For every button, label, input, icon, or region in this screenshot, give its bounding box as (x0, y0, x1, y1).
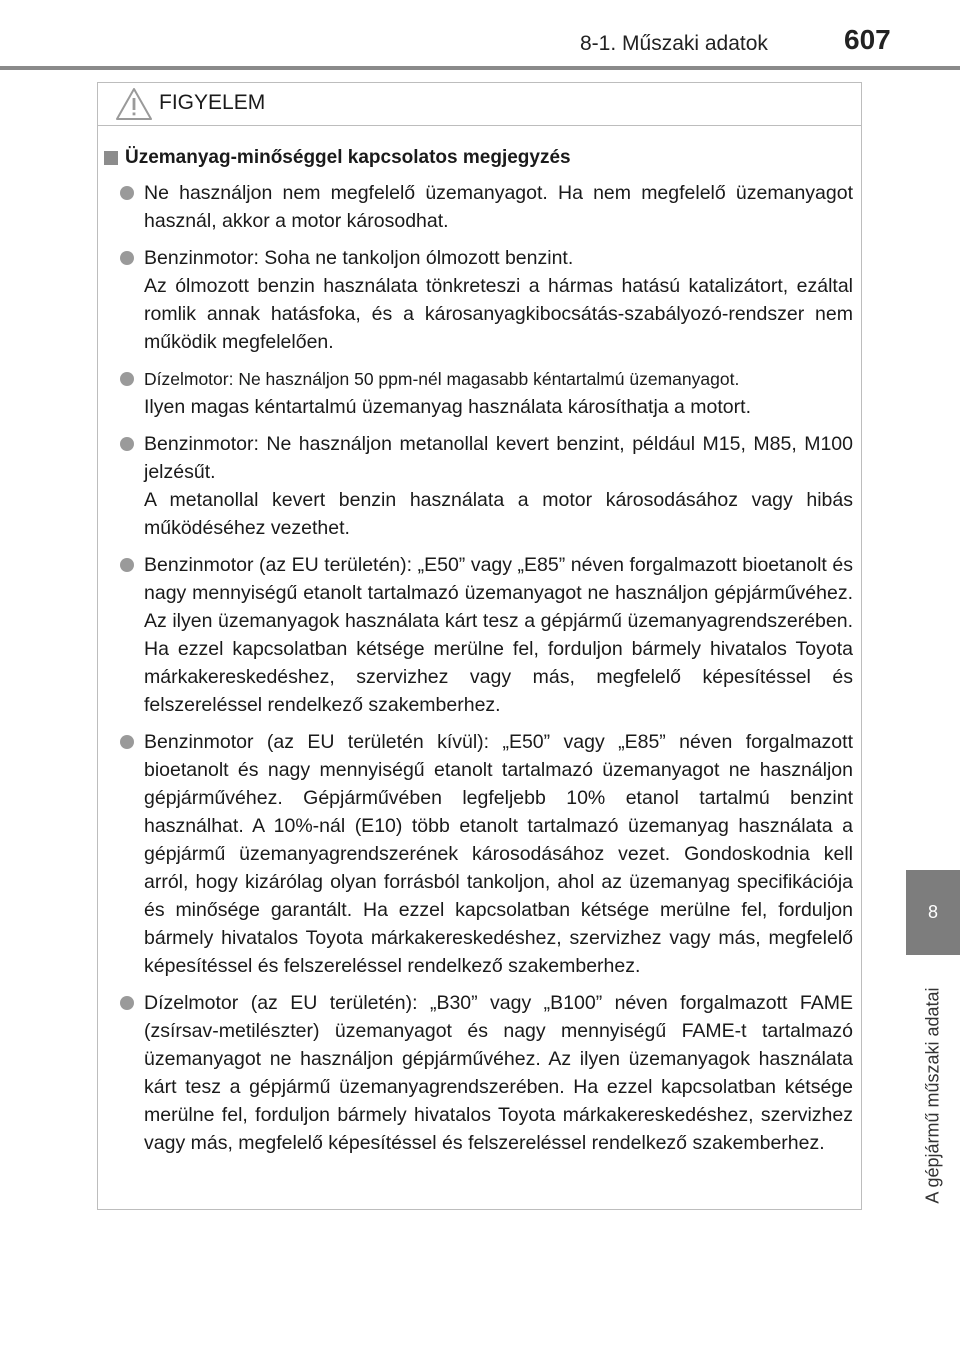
warning-header (98, 83, 861, 126)
chapter-number: 8 (927, 902, 938, 922)
list-item (144, 365, 853, 421)
list-item (144, 728, 853, 980)
list-item (144, 989, 853, 1157)
item-text: Dízelmotor: Ne használjon 50 ppm-nél magasabb kéntartalmú üzemanyagot. (144, 369, 740, 389)
circle-bullet-icon (120, 996, 134, 1010)
circle-bullet-icon (120, 735, 134, 749)
item-text: Benzinmotor (az EU területén): „E50” vagy „E85” néven forgalmazott bioetanolt és nagy mennyiségű etanolt tartalmazó üzemanyagot ne használjon gépjárművéhez. Az ilyen üzemanyagok használata kárt tesz a gépjármű üzemanyagrendszerében. Ha ezzel kapcsolatban kétsége merülne fel, forduljon bármely hivatalos Toyota márkakereskedéshez, szervizhez vagy más, megfelelő képesítéssel és felszereléssel rendelkező szakemberhez. (144, 554, 853, 716)
circle-bullet-icon (120, 372, 134, 386)
list-item (144, 179, 853, 235)
list-item (144, 551, 853, 719)
list-item (144, 244, 853, 356)
item-text: Benzinmotor: Soha ne tankoljon ólmozott benzint. (144, 247, 574, 269)
circle-bullet-icon (120, 251, 134, 265)
page-number: 607 (844, 24, 891, 55)
warning-triangle-icon (115, 87, 153, 121)
chapter-label-container (906, 958, 960, 1233)
warning-title: FIGYELEM (159, 91, 266, 114)
item-text: A metanollal kevert benzin használata a motor károsodásához vagy hibás működéséhez vezethet. (144, 489, 853, 539)
warning-content (98, 143, 861, 1166)
circle-bullet-icon (120, 186, 134, 200)
item-text: Az ólmozott benzin használata tönkreteszi a hármas hatású katalizátort, ezáltal romlik annak hatásfoka, és a károsanyagkibocsátás-szabályozó-rendszer nem működik megfelelően. (144, 275, 853, 353)
item-text: Ne használjon nem megfelelő üzemanyagot. Ha nem megfelelő üzemanyagot használ, akkor a motor károsodhat. (144, 182, 853, 232)
item-text: Benzinmotor: Ne használjon metanollal kevert benzint, például M15, M85, M100 jelzésűt. (144, 433, 853, 483)
list-item (144, 430, 853, 542)
item-text: Ilyen magas kéntartalmú üzemanyag használata károsíthatja a motort. (144, 396, 751, 418)
chapter-label: A gépjármű műszaki adatai (922, 987, 943, 1204)
subsection-heading-text: Üzemanyag-minőséggel kapcsolatos megjegyzés (125, 147, 571, 168)
section-title: 8-1. Műszaki adatok (580, 32, 768, 55)
item-text: Benzinmotor (az EU területén kívül): „E50” vagy „E85” néven forgalmazott bioetanolt és nagy mennyiségű etanolt tartalmazó üzemanyagot ne használjon gépjárművéhez. Gépjárművében legfeljebb 10% etanol tartalmú benzint használhat. A 10%-nál (E10) több etanolt tartalmazó üzemanyag használata a gépjármű üzemanyagrendszerének károsodásához vezet. Gondoskodnia kell arról, hogy kizárólag olyan forrásból tankoljon, ahol az üzemanyag specifikációja és minősége garantált. Ha ezzel kapcsolatban kétsége merülne fel, forduljon bármely hivatalos Toyota márkakereskedéshez, szervizhez vagy más, megfelelő képesítéssel és felszereléssel rendelkező szakemberhez. (144, 731, 853, 977)
square-bullet-icon (104, 151, 118, 165)
circle-bullet-icon (120, 437, 134, 451)
item-text: Dízelmotor (az EU területén): „B30” vagy „B100” néven forgalmazott FAME (zsírsav-metilészter) üzemanyagot és nagy mennyiségű FAME-t tartalmazó üzemanyagot ne használjon gépjárművéhez. Az ilyen üzemanyagok használata kárt tesz a gépjármű üzemanyagrendszerében. Ha ezzel kapcsolatban kétsége merülne fel, forduljon bármely hivatalos Toyota márkakereskedéshez, szervizhez vagy más, megfelelő képesítéssel és felszereléssel rendelkező szakemberhez. (144, 992, 853, 1154)
header-divider (0, 66, 960, 70)
subsection-heading (98, 143, 861, 173)
warning-box (97, 82, 862, 1210)
circle-bullet-icon (120, 558, 134, 572)
chapter-tab (906, 870, 960, 955)
